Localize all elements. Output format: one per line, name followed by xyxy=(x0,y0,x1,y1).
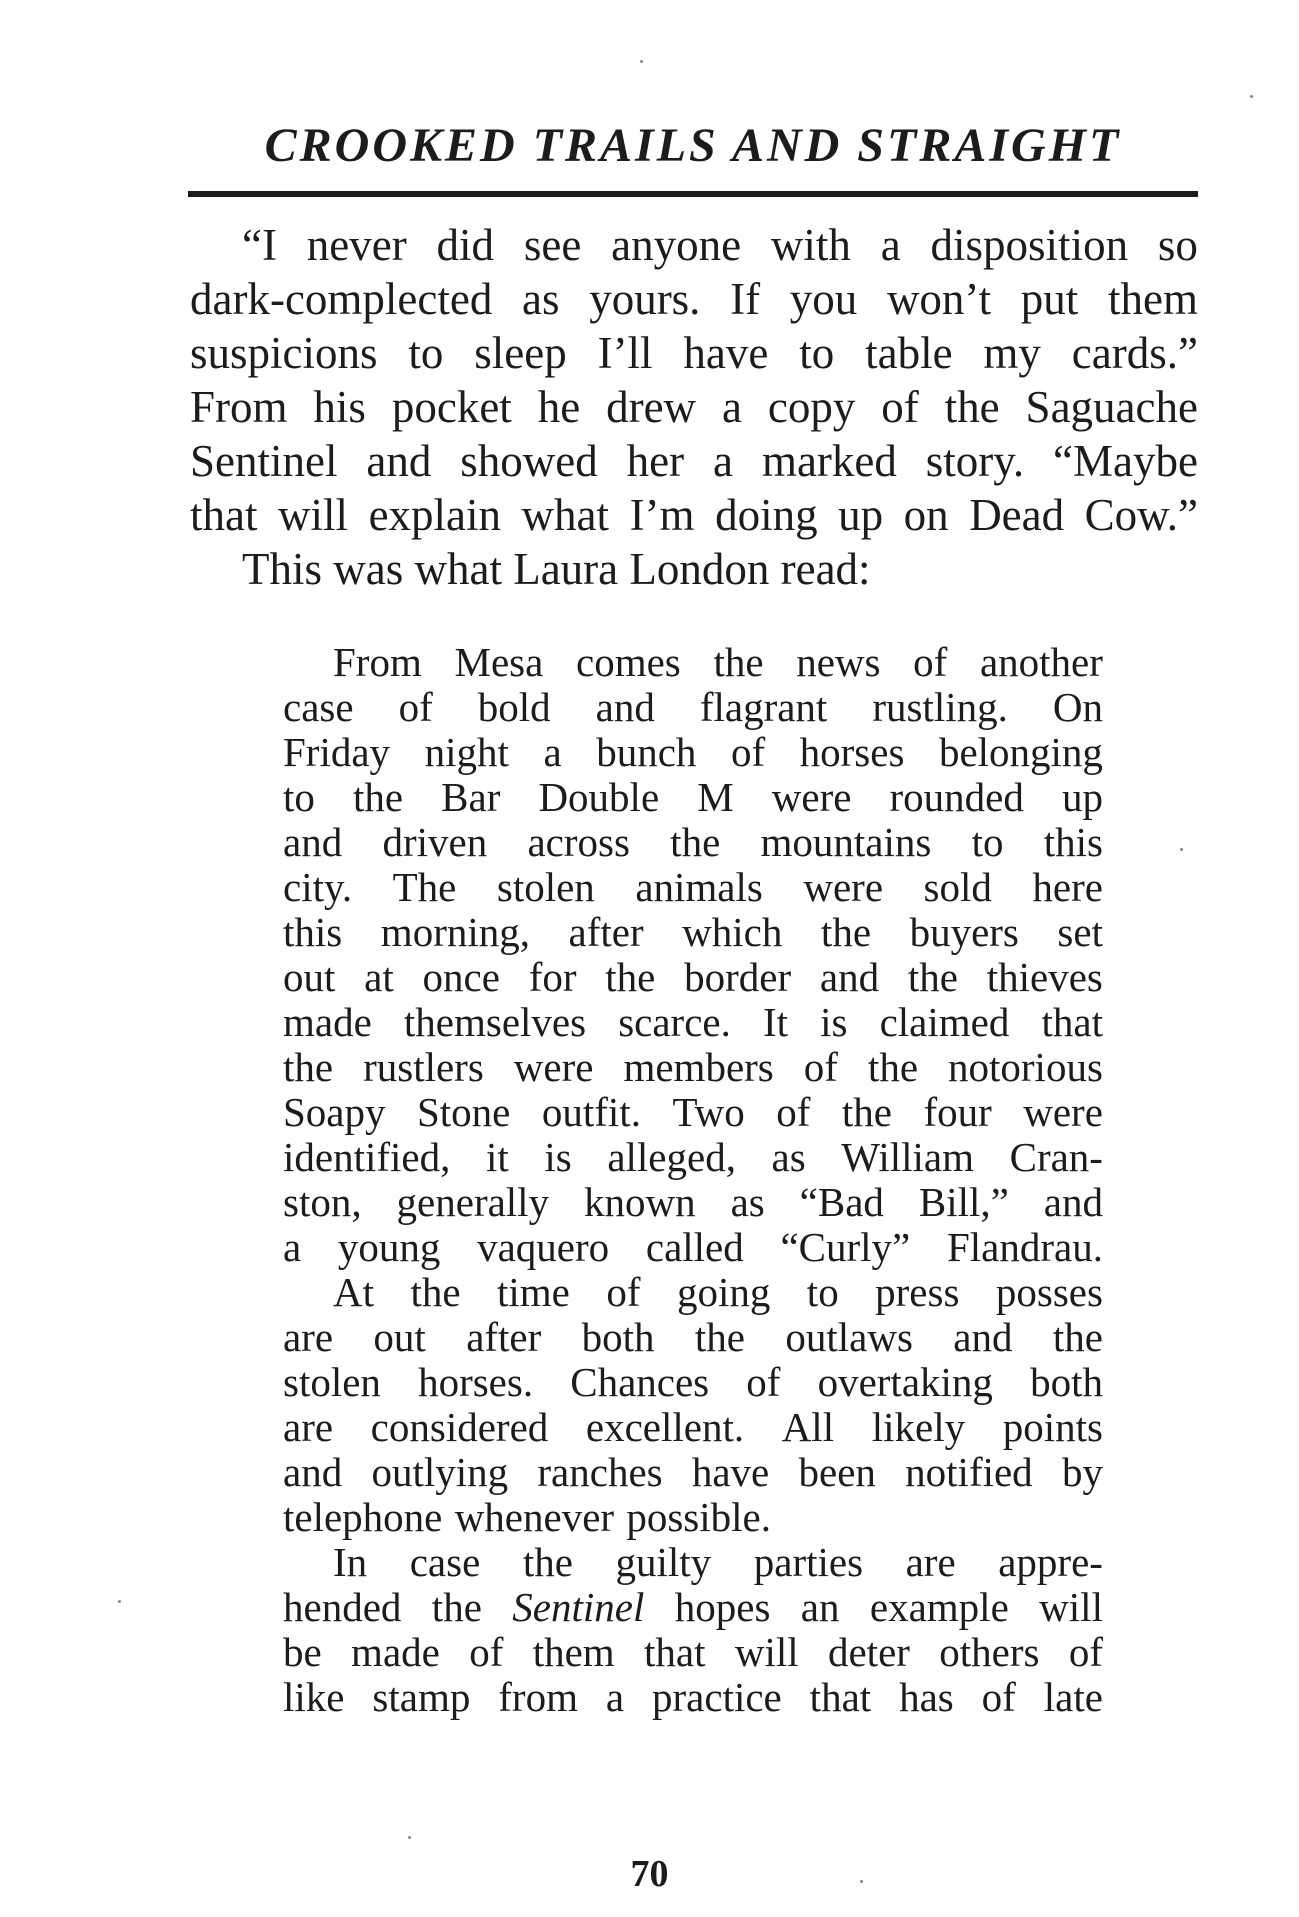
word: buyers xyxy=(909,909,1019,955)
word: of xyxy=(913,639,948,685)
word: In xyxy=(333,1539,368,1585)
word: out xyxy=(283,954,336,1000)
word: the xyxy=(867,1044,919,1090)
word: marked xyxy=(761,436,897,486)
word: this xyxy=(283,909,343,955)
word: Bar xyxy=(441,774,501,820)
text-line xyxy=(283,1630,1103,1675)
word: news xyxy=(796,639,881,685)
word: morning, xyxy=(380,909,530,955)
word: explain xyxy=(368,490,502,540)
word: showed xyxy=(460,436,598,486)
word: of xyxy=(803,1044,838,1090)
word: and xyxy=(1043,1179,1103,1225)
word: Dead xyxy=(969,490,1065,540)
word: vaquero xyxy=(477,1224,610,1270)
word: them xyxy=(532,1629,615,1675)
word: notorious xyxy=(948,1044,1103,1090)
excerpt-paragraph-3 xyxy=(283,1540,1103,1720)
word: are xyxy=(905,1539,956,1585)
text-line xyxy=(190,488,1198,542)
word: Friday xyxy=(283,729,391,775)
word: made xyxy=(351,1629,440,1675)
word: another xyxy=(979,639,1103,685)
word: will xyxy=(278,490,349,540)
word: rustlers xyxy=(363,1044,484,1090)
word: overtaking xyxy=(817,1359,993,1405)
word: to xyxy=(971,819,1004,865)
word: Mesa xyxy=(454,639,544,685)
text-line xyxy=(283,1315,1103,1360)
speck xyxy=(408,1836,411,1839)
word: and xyxy=(283,819,343,865)
word: his xyxy=(313,382,366,432)
word: case xyxy=(283,684,354,730)
word: the xyxy=(907,954,958,1000)
word: and xyxy=(595,684,655,730)
word: border xyxy=(684,954,792,1000)
word: are xyxy=(283,1314,334,1360)
text-line xyxy=(283,1045,1103,1090)
word: table xyxy=(865,328,953,378)
text-line xyxy=(283,865,1103,910)
word: four xyxy=(923,1089,992,1135)
word: members xyxy=(623,1044,774,1090)
word: All xyxy=(781,1404,835,1450)
word: the xyxy=(670,819,721,865)
word: with xyxy=(770,220,851,270)
text-line xyxy=(283,955,1103,1000)
text-line xyxy=(283,685,1103,730)
speck xyxy=(860,1880,863,1883)
word: will xyxy=(734,1629,799,1675)
word: At xyxy=(333,1269,374,1315)
word: of xyxy=(881,382,919,432)
word: after xyxy=(568,909,644,955)
text-line xyxy=(283,1495,1103,1540)
word: outlying xyxy=(371,1449,509,1495)
word: both xyxy=(581,1314,655,1360)
word: that xyxy=(190,490,258,540)
word: sleep xyxy=(474,328,567,378)
speck xyxy=(118,1600,121,1603)
text-line xyxy=(283,1180,1103,1225)
text-line xyxy=(190,218,1198,272)
word: rustling. xyxy=(872,684,1008,730)
word: From xyxy=(333,639,422,685)
word: a xyxy=(713,436,734,486)
word: Cow.” xyxy=(1084,490,1198,540)
word: claimed xyxy=(879,999,1010,1045)
word: sold xyxy=(923,864,992,910)
text-line xyxy=(283,1090,1103,1135)
word: stolen xyxy=(283,1359,381,1405)
word: at xyxy=(364,954,394,1000)
word: horses. xyxy=(418,1359,534,1405)
word: is xyxy=(820,999,848,1045)
word: Chances xyxy=(570,1359,710,1405)
text-line xyxy=(190,434,1198,488)
intro-line xyxy=(190,542,1198,596)
word: I’ll xyxy=(597,328,653,378)
word: “I xyxy=(242,220,277,270)
word: of xyxy=(981,1674,1016,1720)
word: that xyxy=(1041,999,1103,1045)
newspaper-excerpt xyxy=(283,640,1103,1720)
word: to xyxy=(799,328,835,378)
word: has xyxy=(899,1674,954,1720)
word: and xyxy=(819,954,880,1000)
text-line xyxy=(283,1585,1103,1630)
text-line xyxy=(283,1540,1103,1585)
word: to xyxy=(283,774,315,820)
header-rule xyxy=(188,191,1198,197)
word: of xyxy=(1068,1629,1103,1675)
word: going xyxy=(676,1269,771,1315)
word: the xyxy=(944,382,1000,432)
word: a xyxy=(880,220,901,270)
word: others xyxy=(939,1629,1040,1675)
word: It xyxy=(762,999,789,1045)
text-line xyxy=(283,1225,1103,1270)
word: by xyxy=(1061,1449,1103,1495)
word: comes xyxy=(576,639,681,685)
word: what xyxy=(521,490,610,540)
word: possible. xyxy=(626,1494,771,1540)
word: put xyxy=(1020,274,1079,324)
word: Flandrau. xyxy=(946,1224,1103,1270)
word: William xyxy=(841,1134,975,1180)
word: my xyxy=(983,328,1041,378)
text-line xyxy=(283,1000,1103,1045)
word: On xyxy=(1052,684,1103,730)
word: the xyxy=(1052,1314,1103,1360)
word: from xyxy=(498,1674,578,1720)
word: excellent. xyxy=(585,1404,745,1450)
running-header: CROOKED TRAILS AND STRAIGHT xyxy=(264,119,1122,172)
word: here xyxy=(1032,864,1103,910)
word: never xyxy=(306,220,407,270)
word: M xyxy=(697,774,734,820)
word: posses xyxy=(995,1269,1103,1315)
word: guilty xyxy=(615,1539,712,1585)
word: Saguache xyxy=(1025,382,1198,432)
word: a xyxy=(721,382,742,432)
word: notified xyxy=(905,1449,1033,1495)
word: driven xyxy=(382,819,488,865)
word: the xyxy=(820,909,872,955)
intro-text: This was what Laura London read: xyxy=(242,544,871,594)
word: identified, xyxy=(283,1134,451,1180)
text-line xyxy=(283,910,1103,955)
word: anyone xyxy=(611,220,742,270)
word: cards.” xyxy=(1071,328,1198,378)
word: whenever xyxy=(454,1494,615,1540)
word: stolen xyxy=(496,864,595,910)
word: called xyxy=(645,1224,744,1270)
word: animals xyxy=(635,864,763,910)
word: flagrant xyxy=(699,684,828,730)
word: out xyxy=(373,1314,426,1360)
dialogue-lines xyxy=(190,218,1198,542)
word: Sentinel xyxy=(512,1584,645,1630)
word: for xyxy=(528,954,577,1000)
word: be xyxy=(283,1629,322,1675)
word: to xyxy=(408,328,444,378)
word: scarce. xyxy=(618,999,731,1045)
word: practice xyxy=(652,1674,782,1720)
word: story. xyxy=(925,436,1025,486)
word: Soapy xyxy=(283,1089,386,1135)
word: parties xyxy=(753,1539,864,1585)
word: the xyxy=(431,1584,482,1630)
word: night xyxy=(424,729,509,775)
word: and xyxy=(953,1314,1013,1360)
word: of xyxy=(746,1359,781,1405)
word: as xyxy=(522,274,560,324)
word: see xyxy=(523,220,582,270)
word: bold xyxy=(477,684,551,730)
word: mountains xyxy=(760,819,932,865)
word: have xyxy=(691,1449,770,1495)
text-line xyxy=(190,326,1198,380)
word: a xyxy=(283,1224,302,1270)
word: rounded xyxy=(889,774,1024,820)
word: to xyxy=(806,1269,839,1315)
word: once xyxy=(422,954,500,1000)
text-line xyxy=(283,1270,1103,1315)
word: time xyxy=(497,1269,570,1315)
text-line xyxy=(283,1360,1103,1405)
word: of xyxy=(606,1269,641,1315)
word: were xyxy=(803,864,884,910)
text-line xyxy=(283,640,1103,685)
word: Stone xyxy=(416,1089,511,1135)
word: up xyxy=(1061,774,1103,820)
word: themselves xyxy=(403,999,587,1045)
word: were xyxy=(1023,1089,1103,1135)
word: suspicions xyxy=(190,328,378,378)
word: case xyxy=(409,1539,481,1585)
word: telephone xyxy=(283,1494,443,1540)
word: this xyxy=(1043,819,1103,865)
word: belonging xyxy=(938,729,1103,775)
text-line xyxy=(283,1675,1103,1720)
word: that xyxy=(809,1674,872,1720)
word: the xyxy=(522,1539,573,1585)
word: thieves xyxy=(986,954,1103,1000)
word: doing xyxy=(715,490,818,540)
text-line xyxy=(190,272,1198,326)
word: up xyxy=(838,490,884,540)
word: the xyxy=(283,1044,334,1090)
word: Bill,” xyxy=(918,1179,1009,1225)
word: Double xyxy=(538,774,660,820)
word: “Curly” xyxy=(780,1224,911,1270)
word: outfit. xyxy=(541,1089,641,1135)
word: have xyxy=(683,328,769,378)
word: copy xyxy=(767,382,856,432)
word: made xyxy=(283,999,372,1045)
word: “Bad xyxy=(799,1179,884,1225)
word: If xyxy=(730,274,761,324)
word: the xyxy=(713,639,764,685)
word: known xyxy=(584,1179,696,1225)
speck xyxy=(1250,95,1253,98)
word: after xyxy=(466,1314,542,1360)
excerpt-paragraph-1 xyxy=(283,640,1103,1270)
word: late xyxy=(1043,1674,1103,1720)
word: of xyxy=(469,1629,504,1675)
word: hopes xyxy=(674,1584,771,1630)
word: considered xyxy=(370,1404,549,1450)
word: I’m xyxy=(629,490,695,540)
word: drew xyxy=(606,382,697,432)
word: example xyxy=(869,1584,1009,1630)
word: yours. xyxy=(589,274,701,324)
word: were xyxy=(771,774,852,820)
text-line xyxy=(283,775,1103,820)
word: a xyxy=(605,1674,625,1720)
word: and xyxy=(366,436,432,486)
word: Sentinel xyxy=(190,436,338,486)
text-line xyxy=(283,1405,1103,1450)
word: alleged, xyxy=(607,1134,736,1180)
word: appre- xyxy=(998,1539,1103,1585)
dialogue-block xyxy=(190,218,1198,596)
word: that xyxy=(644,1629,706,1675)
word: the xyxy=(352,774,404,820)
excerpt-paragraph-2 xyxy=(283,1270,1103,1540)
word: points xyxy=(1002,1404,1103,1450)
word: horses xyxy=(799,729,905,775)
word: of xyxy=(776,1089,811,1135)
word: Two xyxy=(672,1089,745,1135)
word: were xyxy=(513,1044,594,1090)
word: both xyxy=(1030,1359,1103,1405)
word: and xyxy=(283,1449,343,1495)
speck xyxy=(640,60,643,63)
word: will xyxy=(1039,1584,1103,1630)
word: the xyxy=(694,1314,745,1360)
word: so xyxy=(1157,220,1198,270)
text-line xyxy=(283,1450,1103,1495)
word: hended xyxy=(283,1584,402,1630)
word: likely xyxy=(871,1404,966,1450)
word: did xyxy=(436,220,495,270)
word: on xyxy=(903,490,949,540)
page-number: 70 xyxy=(630,1853,669,1895)
word: outlaws xyxy=(785,1314,913,1360)
word: press xyxy=(875,1269,960,1315)
word: it xyxy=(485,1134,509,1180)
word: From xyxy=(190,382,288,432)
word: the xyxy=(410,1269,461,1315)
word: across xyxy=(527,819,630,865)
text-line xyxy=(190,380,1198,434)
word: dark-complected xyxy=(190,274,493,324)
word: won’t xyxy=(886,274,992,324)
word: Cran- xyxy=(1009,1134,1103,1180)
word: as xyxy=(730,1179,765,1225)
word: is xyxy=(544,1134,572,1180)
word: set xyxy=(1057,909,1103,955)
word: them xyxy=(1107,274,1198,324)
word: the xyxy=(841,1089,892,1135)
word: a xyxy=(543,729,562,775)
word: been xyxy=(798,1449,876,1495)
text-line xyxy=(283,730,1103,775)
word: which xyxy=(682,909,783,955)
word: you xyxy=(789,274,858,324)
word: pocket xyxy=(391,382,512,432)
word: the xyxy=(605,954,656,1000)
word: are xyxy=(283,1404,334,1450)
text-line xyxy=(283,820,1103,865)
word: he xyxy=(537,382,581,432)
text-line xyxy=(283,1135,1103,1180)
word: ranches xyxy=(537,1449,663,1495)
word: stamp xyxy=(372,1674,471,1720)
word: ston, xyxy=(283,1179,362,1225)
word: as xyxy=(771,1134,806,1180)
word: young xyxy=(337,1224,441,1270)
word: deter xyxy=(827,1629,910,1675)
word: The xyxy=(392,864,457,910)
word: of xyxy=(398,684,433,730)
word: of xyxy=(730,729,766,775)
word: city. xyxy=(283,864,353,910)
speck xyxy=(1180,848,1183,851)
word: disposition xyxy=(930,220,1129,270)
word: generally xyxy=(396,1179,550,1225)
word: her xyxy=(626,436,685,486)
word: “Maybe xyxy=(1053,436,1198,486)
word: like xyxy=(283,1674,345,1720)
word: bunch xyxy=(596,729,697,775)
word: an xyxy=(800,1584,840,1630)
